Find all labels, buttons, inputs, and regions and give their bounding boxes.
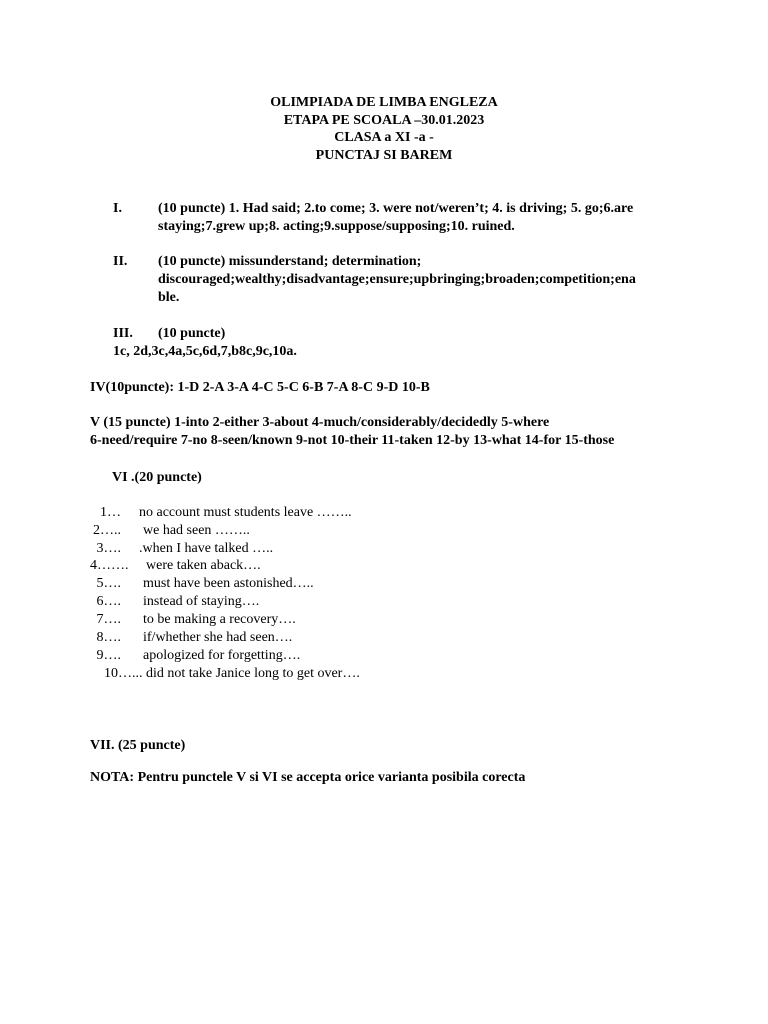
list-item-number: 2…..	[93, 523, 121, 538]
list-item	[0, 504, 768, 522]
list-item	[0, 522, 768, 540]
list-item-number: 3….	[96, 541, 121, 556]
list-item-number: 5….	[96, 576, 121, 591]
section-4-answers: IV(10puncte): 1-D 2-A 3-A 4-C 5-C 6-B 7-A 8-C 9-D 10-B	[90, 380, 430, 395]
list-item	[0, 629, 768, 647]
list-item-text: instead of staying….	[143, 594, 260, 609]
section-1-line-2: staying;7.grew up;8. acting;9.suppose/supposing;10. ruined.	[158, 219, 515, 234]
list-item	[0, 540, 768, 558]
list-item-number: 6….	[96, 594, 121, 609]
list-item	[0, 593, 768, 611]
section-1-line-1: (10 puncte) 1. Had said; 2.to come; 3. were not/weren’t; 4. is driving; 5. go;6.are	[158, 201, 634, 216]
section-3-answers: 1c, 2d,3c,4a,5c,6d,7,b8c,9c,10a.	[113, 344, 297, 359]
list-item-number: 8….	[96, 630, 121, 645]
list-item-number: 4…….	[90, 558, 129, 573]
header-stage: ETAPA PE SCOALA –30.01.2023	[283, 112, 485, 128]
section-5-line-2: 6-need/require 7-no 8-seen/known 9-not 10-their 11-taken 12-by 13-what 14-for 15-those	[90, 433, 615, 448]
section-2-line-1: (10 puncte) missunderstand; determination;	[158, 254, 422, 269]
list-item	[0, 557, 768, 575]
list-item-text: were taken aback….	[146, 558, 261, 573]
header-title: OLIMPIADA DE LIMBA ENGLEZA	[270, 95, 498, 110]
list-item-text: if/whether she had seen….	[143, 630, 293, 645]
section-1-numeral: I.	[113, 201, 122, 216]
section-7-heading: VII. (25 puncte)	[90, 738, 186, 753]
section-6-heading: VI .(20 puncte)	[112, 470, 202, 485]
section-3-heading: (10 puncte)	[158, 326, 226, 341]
list-item-number: 10…...	[104, 666, 143, 681]
list-item	[0, 665, 768, 683]
list-item-text: .when I have talked …..	[139, 541, 274, 556]
list-item	[0, 611, 768, 629]
list-item-text: did not take Janice long to get over….	[146, 666, 360, 681]
list-item-text: must have been astonished…..	[143, 576, 314, 591]
section-2-numeral: II.	[113, 254, 128, 269]
list-item	[0, 647, 768, 665]
section-3-numeral: III.	[113, 326, 133, 341]
list-item-text: to be making a recovery….	[143, 612, 296, 627]
list-item-number: 9….	[96, 648, 121, 663]
list-item-text: apologized for forgetting….	[143, 648, 301, 663]
list-item-text: no account must students leave ……..	[139, 505, 352, 520]
list-item-number: 1…	[100, 505, 121, 520]
section-2-line-2: discouraged;wealthy;disadvantage;ensure;upbringing;broaden;competition;ena	[158, 272, 636, 287]
section-2-line-3: ble.	[158, 290, 180, 305]
section-5-line-1: V (15 puncte) 1-into 2-either 3-about 4-much/considerably/decidedly 5-where	[90, 415, 550, 430]
list-item-number: 7….	[96, 612, 121, 627]
list-item	[0, 575, 768, 593]
list-item-text: we had seen ……..	[143, 523, 250, 538]
nota-text: NOTA: Pentru punctele V si VI se accepta orice varianta posibila corecta	[90, 770, 526, 785]
document-header	[0, 94, 768, 164]
header-class: CLASA a XI -a -	[334, 130, 434, 145]
header-subtitle: PUNCTAJ SI BAREM	[315, 147, 453, 163]
